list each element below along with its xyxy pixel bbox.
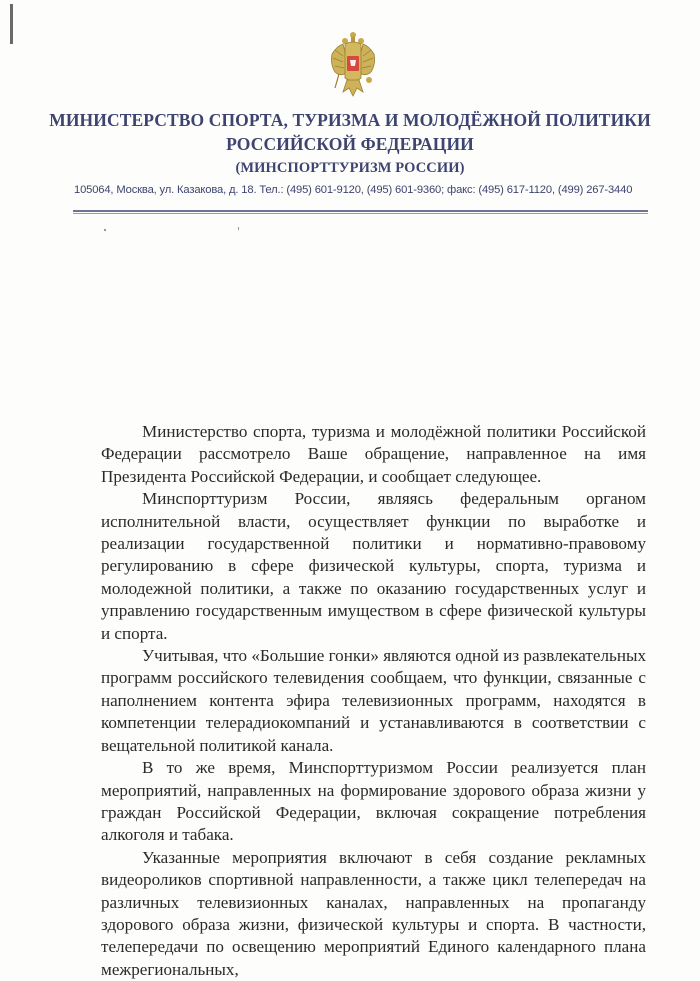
eagle-icon	[331, 32, 374, 96]
ministry-title-country: РОССИЙСКОЙ ФЕДЕРАЦИИ	[226, 134, 474, 154]
margin-mark	[10, 4, 13, 44]
header-divider	[73, 210, 648, 214]
paragraph: Министерство спорта, туризма и молодёжной политики Российской Федерации рассмотрело Ваше обращение, направленное на имя Президента Российской Федерации, и сообщает следующее.	[101, 422, 646, 486]
ministry-address: 105064, Москва, ул. Казакова, д. 18. Тел.: (495) 601-9120, (495) 601-9360; факс: (495) 617-1120, (499) 267-3440	[74, 184, 633, 196]
letter-body	[101, 421, 646, 981]
scan-speck	[104, 229, 106, 231]
ministry-short-name: (МИНСПОРТТУРИЗМ РОССИИ)	[235, 160, 465, 176]
paragraph: Учитывая, что «Большие гонки» являются одной из развлекательных программ российского телевидения сообщаем, что функции, связанные с наполнением контента эфира телевизионных программ, находятся в компетенции телерадиокомпаний и устанавливаются в соответствии с вещательной политикой канала.	[101, 646, 646, 755]
paragraph: В то же время, Минспорттуризмом России реализуется план мероприятий, направленных на формирование здорового образа жизни у граждан Российской Федерации, включая сокращение потребления алкоголя и табака.	[101, 758, 646, 845]
coat-of-arms-emblem	[329, 30, 377, 98]
scan-speck	[238, 227, 239, 230]
paragraph: Минспорттуризм России, являясь федеральным органом исполнительной власти, осуществляет функции по выработке и реализации государственной политики и нормативно-правовому регулированию в сфере физической культуры, спорта, туризма и молодежной политики, а также по оказанию государственных услуг и управлению государственным имуществом в сфере физической культуры и спорта.	[101, 489, 646, 643]
ministry-title: МИНИСТЕРСТВО СПОРТА, ТУРИЗМА И МОЛОДЁЖНОЙ ПОЛИТИКИ	[49, 110, 651, 130]
paragraph: Указанные мероприятия включают в себя создание рекламных видеороликов спортивной направленности, а также цикл телепередач на различных телевизионных каналах, направленных на пропаганду здорового образа жизни, физической культуры и спорта. В частности, телепередачи по освещению мероприятий Единого календарного плана межрегиональных,	[101, 847, 646, 979]
